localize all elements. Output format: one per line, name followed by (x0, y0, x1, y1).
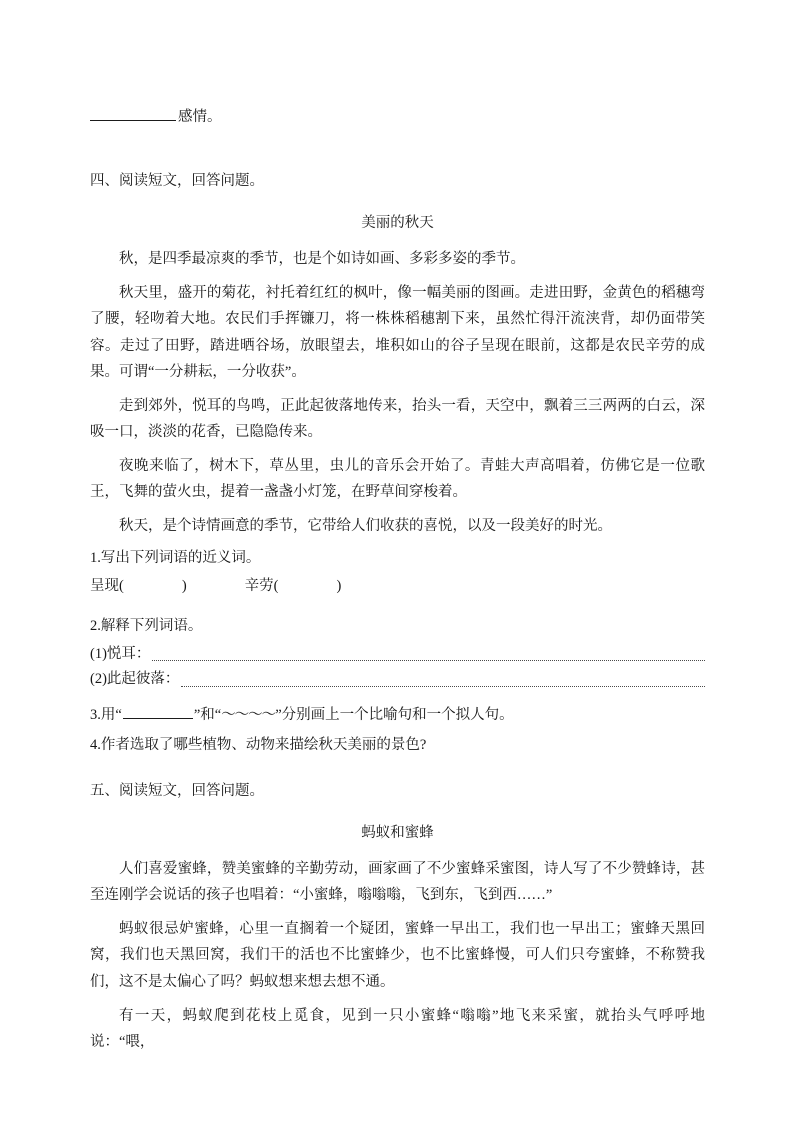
question-2-item-1 (90, 642, 705, 667)
question-2: 2.解释下列词语。 (90, 618, 203, 635)
question-2-item-2-label: (2)此起彼落： (90, 671, 180, 688)
question-3 (90, 702, 705, 728)
question-3-text-mid: ”和“ (193, 706, 222, 723)
question-3-text-prefix: 3.用“ (90, 706, 122, 723)
question-3-text-suffix: ”分别画上一个比喻句和一个拟人句。 (275, 706, 514, 723)
section4-paragraph-3: 走到郊外，悦耳的鸟鸣，正此起彼落地传来，抬头一看，天空中，飘着三三两两的白云，深吸一口，淡淡的花香，已隐隐传来。 (90, 397, 705, 440)
question-2-item-1-label: (1)悦耳： (90, 645, 151, 662)
section4-paragraph-1: 秋，是四季最凉爽的季节，也是个如诗如画、多彩多姿的季节。 (119, 251, 525, 268)
answer-fill-line (181, 686, 705, 687)
question-4: 4.作者选取了哪些植物、动物来描绘秋天美丽的景色? (90, 736, 427, 753)
question-2-item-2 (90, 667, 705, 692)
answer-fill-line (152, 660, 705, 661)
section5-paragraph-3: 有一天，蚂蚁爬到花枝上觅食，见到一只小蜜蜂“嗡嗡”地飞来采蜜，就抬头气呼呼地说：“喂， (90, 1007, 705, 1050)
section5-paragraph-2: 蚂蚁很忌妒蜜蜂，心里一直搁着一个疑团，蜜蜂一早出工，我们也一早出工；蜜蜂天黑回窝，我们也天黑回窝，我们干的活也不比蜜蜂少，也不比蜜蜂慢，可人们只夸蜜蜂，不称赞我们，这不是太偏心了吗？蚂蚁想来想去想不通。 (90, 921, 705, 990)
section4-passage-title: 美丽的秋天 (361, 215, 434, 232)
section4-paragraph-2: 秋天里，盛开的菊花，衬托着红红的枫叶，像一幅美丽的图画。走进田野，金黄色的稻穗弯了腰，轻吻着大地。农民们手挥镰刀，将一株株稻穗割下来，虽然忙得汗流浃背，却仍面带笑容。走过了田野，踏进晒谷场，放眼望去，堆积如山的谷子呈现在眼前，这都是农民辛劳的成果。可谓“一分耕耘，一分收获”。 (90, 285, 705, 380)
wavy-underline-mark: ～～～～ (221, 706, 276, 723)
answer-blank-line (90, 106, 176, 121)
solid-underline-mark (123, 704, 193, 719)
lead-line (90, 104, 705, 130)
section4-paragraph-4: 夜晚来临了，树木下，草丛里，虫儿的音乐会开始了。青蛙大声高唱着，仿佛它是一位歌王，飞舞的萤火虫，提着一盏盏小灯笼，在野草间穿梭着。 (90, 457, 705, 501)
lead-text: 感情。 (178, 109, 222, 125)
section5-paragraph-1: 人们喜爱蜜蜂，赞美蜜蜂的辛勤劳动，画家画了不少蜜蜂采蜜图，诗人写了不少赞蜂诗，甚至连刚学会说话的孩子也唱着：“小蜜蜂，嗡嗡嗡，飞到东，飞到西……” (90, 861, 705, 904)
section5-heading: 五、阅读短文，回答问题。 (90, 782, 264, 799)
question-1-answer-blanks: 呈现( ) 辛劳( ) (90, 578, 342, 595)
section4-paragraph-5: 秋天，是个诗情画意的季节，它带给人们收获的喜悦，以及一段美好的时光。 (119, 518, 612, 535)
section5-passage-title: 蚂蚁和蜜蜂 (361, 825, 434, 842)
section4-heading: 四、阅读短文，回答问题。 (90, 173, 264, 190)
question-1: 1.写出下列词语的近义词。 (90, 550, 261, 567)
